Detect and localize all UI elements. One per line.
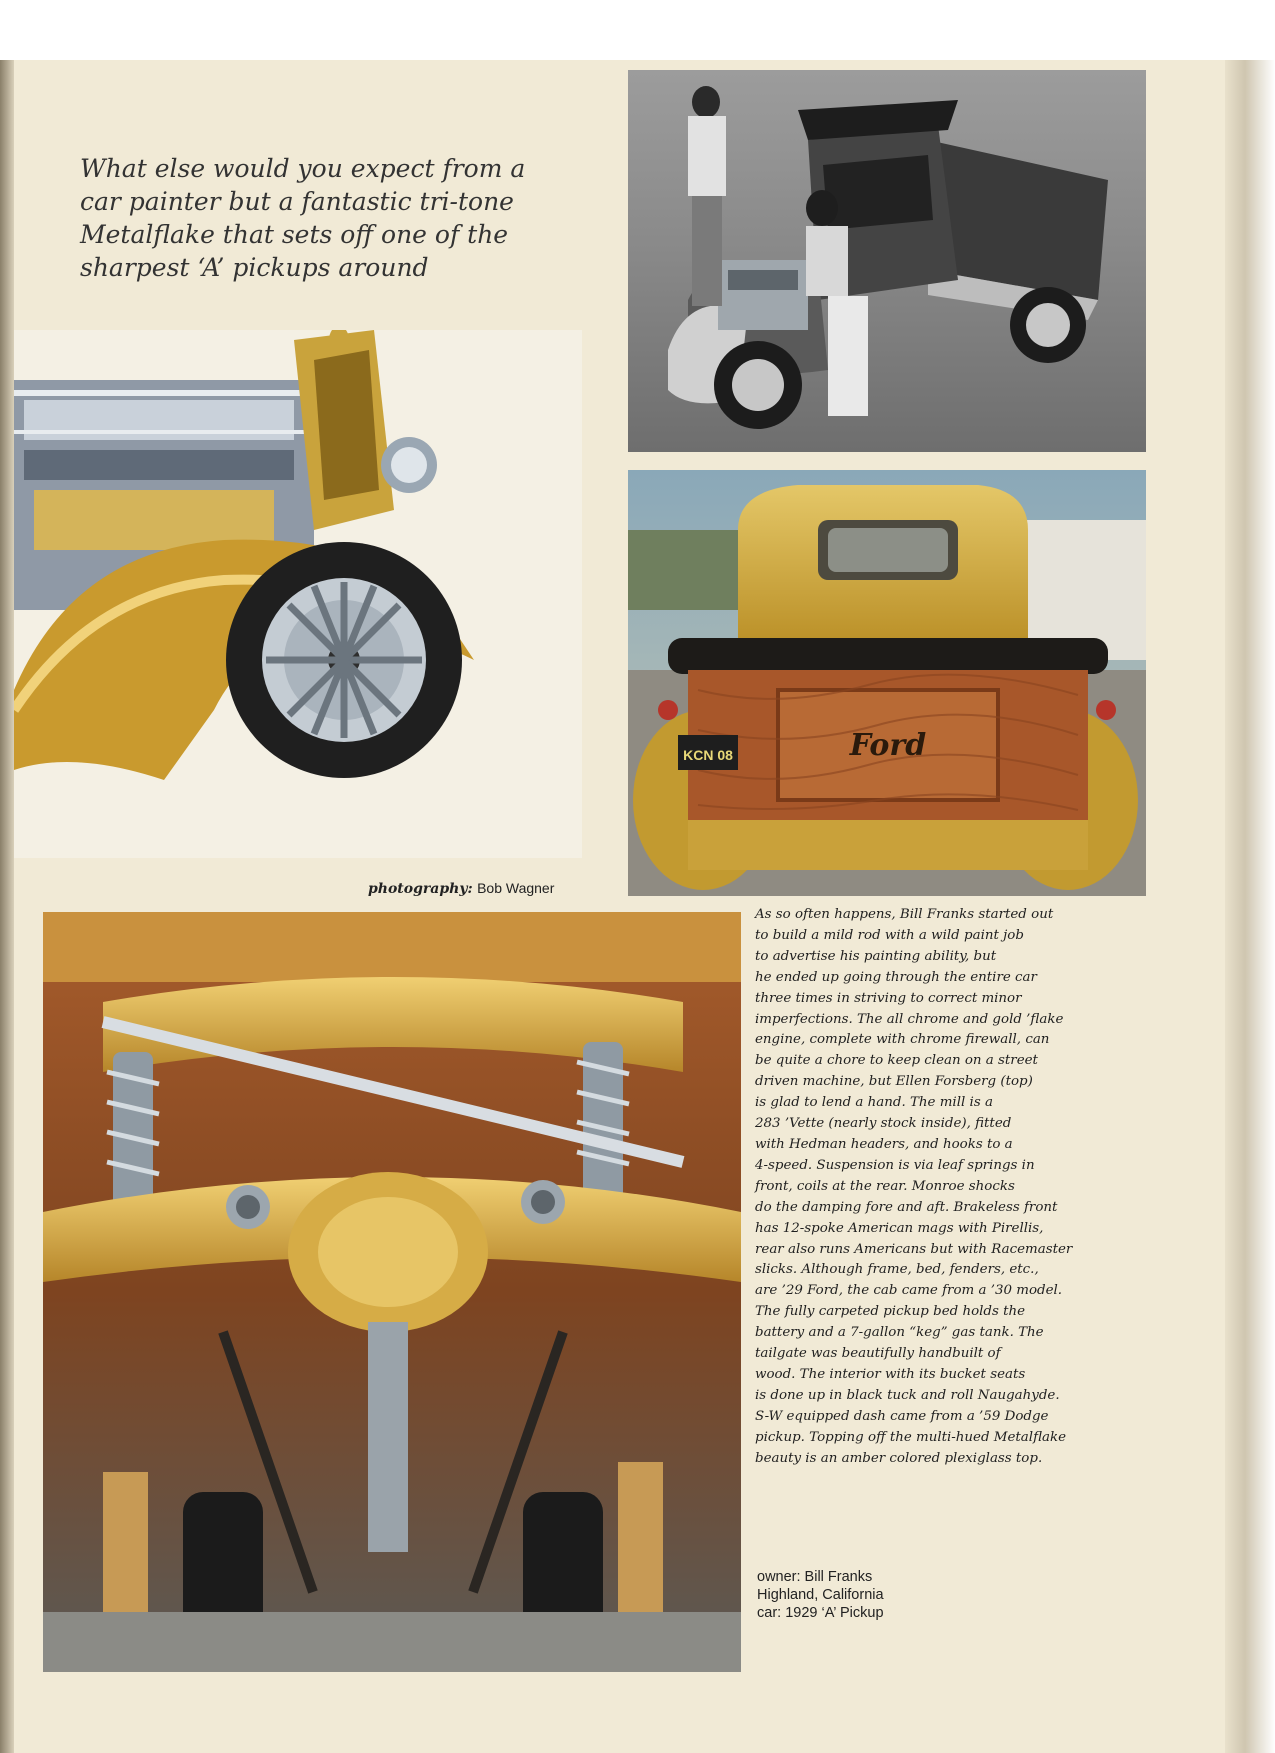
body-line: S-W equipped dash came from a ’59 Dodge xyxy=(755,1408,1049,1424)
body-line: pickup. Topping off the multi-hued Metalflake xyxy=(755,1429,1067,1445)
body-line: front, coils at the rear. Monroe shocks xyxy=(755,1178,1015,1194)
body-line: to build a mild rod with a wild paint job xyxy=(755,927,1024,943)
body-line: three times in striving to correct minor xyxy=(755,990,1022,1006)
article-body xyxy=(755,905,1135,1469)
body-line: slicks. Although frame, bed, fenders, etc., xyxy=(755,1262,1039,1278)
body-line: rear also runs Americans but with Racemaster xyxy=(755,1241,1073,1257)
body-line: with Hedman headers, and hooks to a xyxy=(755,1136,1013,1152)
body-line: As so often happens, Bill Franks started out xyxy=(755,907,1054,922)
body-line: is glad to lend a hand. The mill is a xyxy=(755,1095,993,1111)
body-line: battery and a 7-gallon “keg” gas tank. The xyxy=(755,1325,1044,1341)
body-line: driven machine, but Ellen Forsberg (top) xyxy=(755,1074,1033,1090)
body-line: The fully carpeted pickup bed holds the xyxy=(755,1304,1026,1320)
car-line: car: 1929 ‘A’ Pickup xyxy=(757,1605,884,1621)
body-line: tailgate was beautifully handbuilt of xyxy=(755,1346,1001,1362)
photo-credit-name: Bob Wagner xyxy=(477,880,555,896)
body-line: are ’29 Ford, the cab came from a ’30 model. xyxy=(755,1283,1063,1299)
body-line: be quite a chore to keep clean on a street xyxy=(755,1053,1038,1069)
body-line: he ended up going through the entire car xyxy=(755,969,1037,985)
owner-location-line: Highland, California xyxy=(757,1587,884,1603)
page-gutter xyxy=(0,60,14,1753)
owner-info xyxy=(757,1568,884,1622)
headline-line: Metalflake that sets off one of the xyxy=(80,220,509,249)
headline xyxy=(80,152,600,284)
photo-engine-fender xyxy=(14,330,582,858)
page-edge-stack xyxy=(1225,60,1275,1753)
headline-line: car painter but a fantastic tri-tone xyxy=(80,187,514,216)
body-line: 4-speed. Suspension is via leaf springs in xyxy=(755,1157,1035,1173)
photo-undercarriage xyxy=(43,912,741,1672)
headline-line: What else would you expect from a xyxy=(80,154,526,183)
body-line: 283 ’Vette (nearly stock inside), fitted xyxy=(755,1116,1012,1132)
body-line: wood. The interior with its bucket seats xyxy=(755,1366,1026,1382)
headline-line: sharpest ‘A’ pickups around xyxy=(80,253,429,282)
photo-credit xyxy=(368,880,554,897)
photo-rear-tailgate xyxy=(628,470,1146,896)
tailgate-script: Ford xyxy=(849,728,927,763)
body-line: do the damping fore and aft. Brakeless front xyxy=(755,1199,1058,1215)
body-line: is done up in black tuck and roll Naugahyde. xyxy=(755,1387,1060,1403)
body-line: imperfections. The all chrome and gold ’flake xyxy=(755,1011,1064,1027)
photo-pickup-bw xyxy=(628,70,1146,452)
owner-line: owner: Bill Franks xyxy=(757,1569,873,1585)
photo-credit-label: photography: xyxy=(368,881,473,897)
body-line: beauty is an amber colored plexiglass top. xyxy=(755,1450,1043,1466)
body-line: to advertise his painting ability, but xyxy=(755,948,997,964)
body-line: has 12-spoke American mags with Pirellis, xyxy=(755,1220,1044,1236)
body-line: engine, complete with chrome firewall, can xyxy=(755,1032,1050,1048)
license-plate-text: KCN 08 xyxy=(683,747,733,763)
